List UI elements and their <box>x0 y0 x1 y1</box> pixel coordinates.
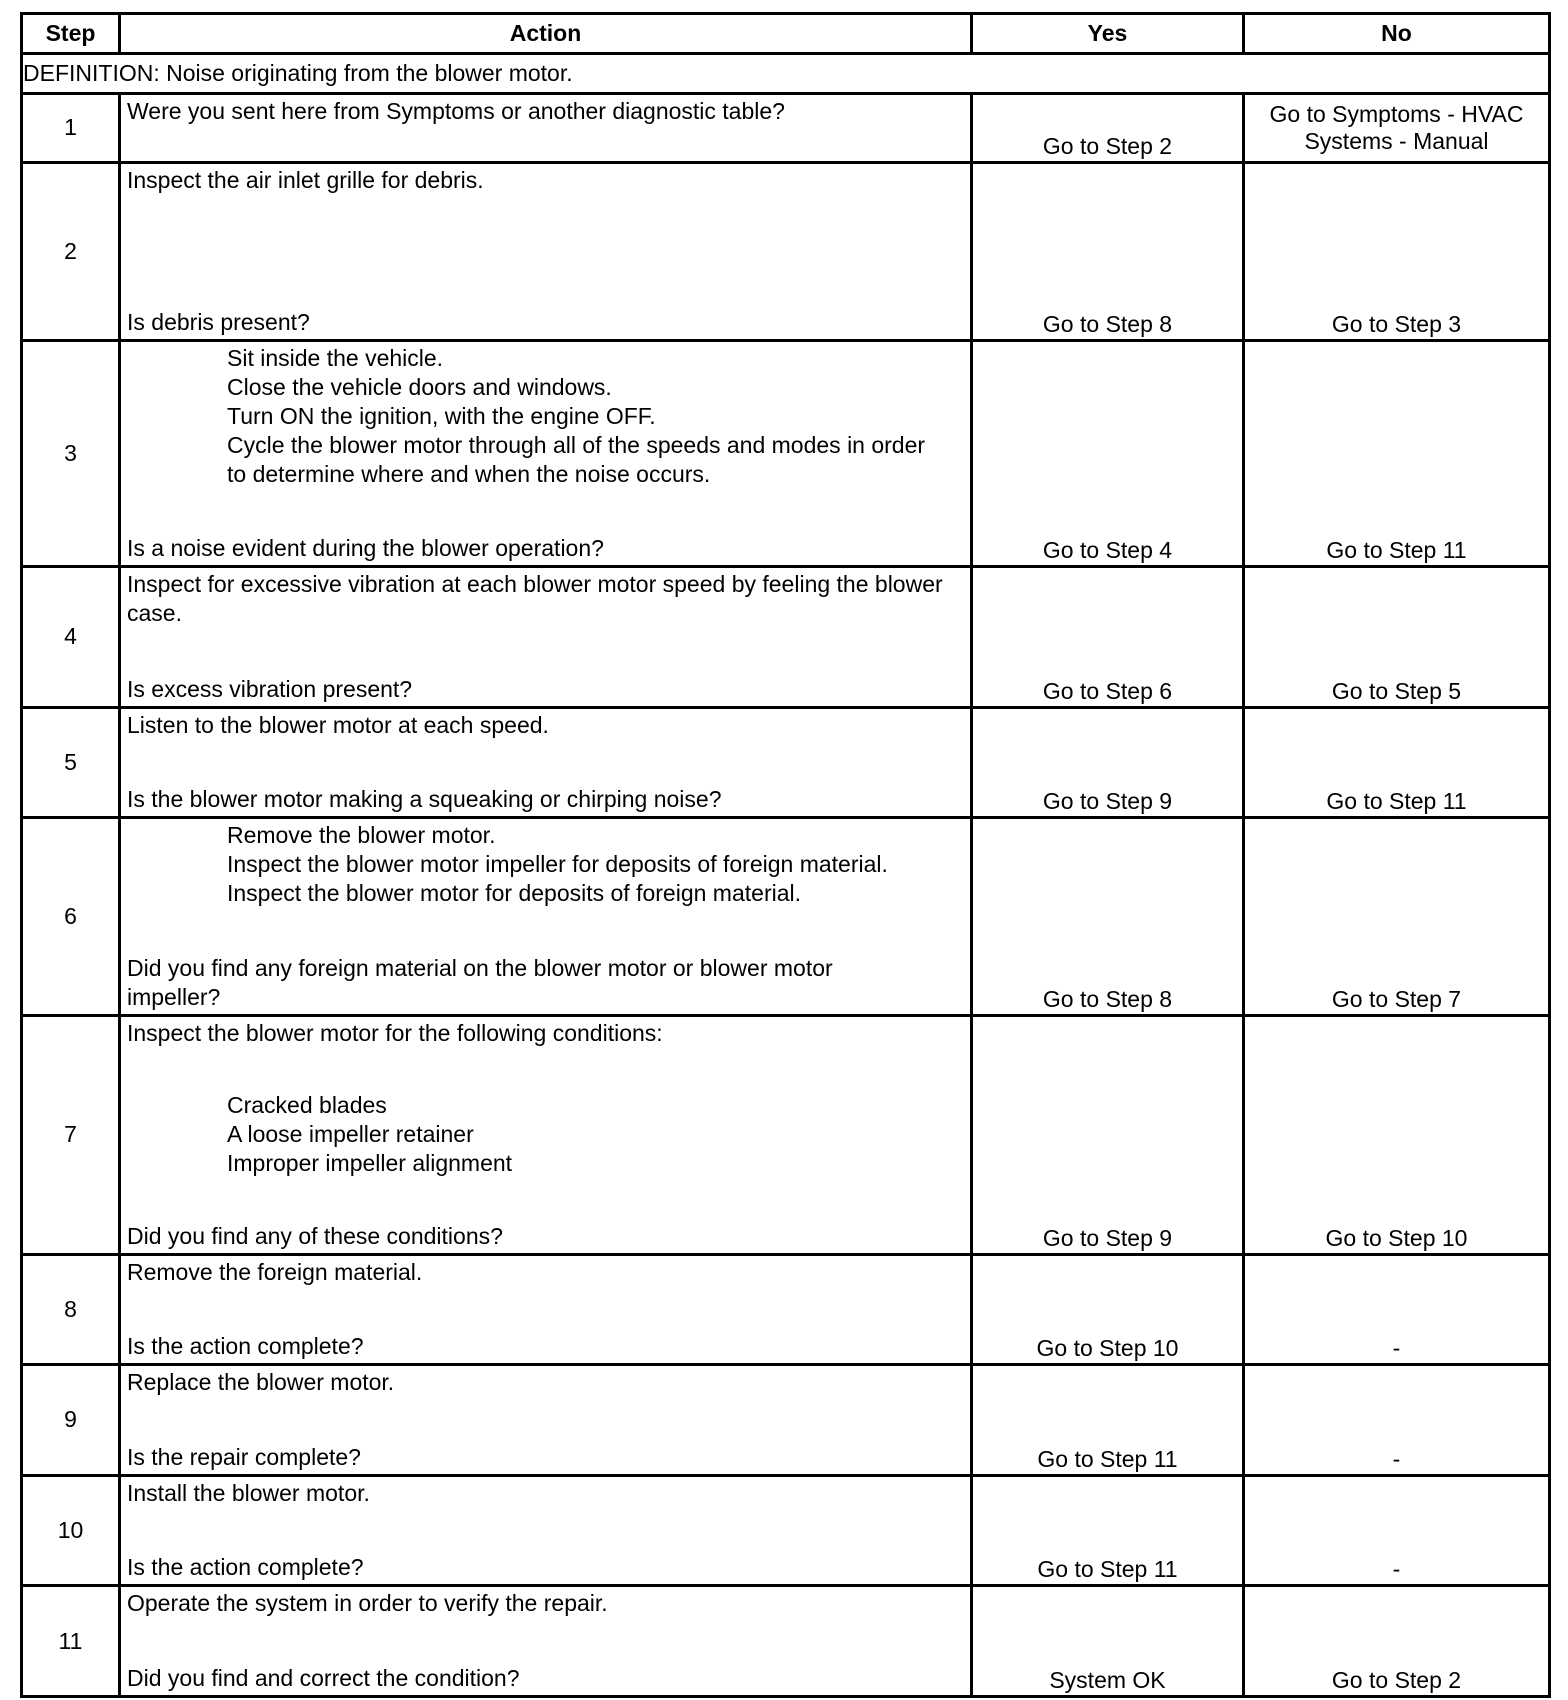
action-cell <box>120 707 972 818</box>
action-instruction: Inspect the blower motor for deposits of foreign material. <box>227 880 802 907</box>
no-cell: Go to Step 11 <box>1244 340 1550 566</box>
action-question: Is the action complete? <box>127 1333 364 1360</box>
action-question: Is debris present? <box>127 308 310 335</box>
action-cell <box>120 94 972 162</box>
yes-cell: Go to Step 11 <box>972 1475 1244 1586</box>
step-number: 7 <box>22 1016 120 1254</box>
step-number: 4 <box>22 566 120 707</box>
step-number: 6 <box>22 818 120 1016</box>
condition-item: A loose impeller retainer <box>227 1121 474 1148</box>
action-instruction: Remove the foreign material. <box>127 1258 423 1285</box>
no-cell: Go to Symptoms - HVAC Systems - Manual <box>1244 94 1550 162</box>
step-number: 11 <box>22 1586 120 1697</box>
action-instruction: Remove the blower motor. <box>227 822 496 849</box>
table-row <box>22 1254 1550 1365</box>
table-row <box>22 162 1550 340</box>
action-question: Did you find any foreign material on the blower motor or blower motor impeller? <box>127 955 833 1011</box>
action-cell <box>120 1475 972 1586</box>
no-cell: Go to Step 11 <box>1244 707 1550 818</box>
action-instruction: Inspect the blower motor for the following conditions: <box>127 1020 663 1047</box>
step-number: 10 <box>22 1475 120 1586</box>
action-instruction: Replace the blower motor. <box>127 1369 395 1396</box>
step-number: 1 <box>22 94 120 162</box>
definition-row <box>22 54 1550 94</box>
action-question: Is a noise evident during the blower operation? <box>127 534 604 561</box>
action-question: Did you find and correct the condition? <box>127 1665 520 1691</box>
no-cell: Go to Step 10 <box>1244 1016 1550 1254</box>
yes-cell: Go to Step 6 <box>972 566 1244 707</box>
no-cell: - <box>1244 1475 1550 1586</box>
yes-cell: Go to Step 2 <box>972 94 1244 162</box>
header-row <box>22 14 1550 54</box>
action-question: Is the action complete? <box>127 1554 364 1581</box>
step-number: 8 <box>22 1254 120 1365</box>
action-instruction: Inspect the blower motor impeller for deposits of foreign material. <box>227 851 888 878</box>
table-row <box>22 818 1550 1016</box>
action-cell <box>120 162 972 340</box>
step-number: 2 <box>22 162 120 340</box>
action-instruction: Install the blower motor. <box>127 1479 370 1506</box>
action-cell <box>120 1365 972 1476</box>
action-instruction: Inspect for excessive vibration at each blower motor speed by feeling the blower case. <box>127 570 943 626</box>
action-question: Is the blower motor making a squeaking or chirping noise? <box>127 786 722 813</box>
diagnostic-table <box>20 12 1551 1698</box>
action-instruction: Sit inside the vehicle. <box>227 344 444 371</box>
step-number: 3 <box>22 340 120 566</box>
action-cell <box>120 1254 972 1365</box>
action-instruction: Listen to the blower motor at each speed. <box>127 711 549 738</box>
table-row <box>22 340 1550 566</box>
action-cell <box>120 340 972 566</box>
action-instruction: Close the vehicle doors and windows. <box>227 373 612 400</box>
yes-cell: Go to Step 10 <box>972 1254 1244 1365</box>
step-number: 5 <box>22 707 120 818</box>
definition-text: DEFINITION: Noise originating from the blower motor. <box>22 54 1550 94</box>
no-cell: Go to Step 3 <box>1244 162 1550 340</box>
yes-cell: Go to Step 4 <box>972 340 1244 566</box>
action-instruction: Cycle the blower motor through all of the speeds and modes in order to determine where and when the noise occurs. <box>227 431 926 487</box>
action-cell <box>120 566 972 707</box>
action-instruction: Inspect the air inlet grille for debris. <box>127 166 484 193</box>
no-cell: - <box>1244 1365 1550 1476</box>
table-row <box>22 1475 1550 1586</box>
table-row <box>22 707 1550 818</box>
no-cell: Go to Step 5 <box>1244 566 1550 707</box>
table-row <box>22 1365 1550 1476</box>
condition-item: Cracked blades <box>227 1092 387 1119</box>
action-instruction: Turn ON the ignition, with the engine OFF. <box>227 402 656 429</box>
yes-cell: Go to Step 8 <box>972 818 1244 1016</box>
action-instruction: Operate the system in order to verify the repair. <box>127 1590 608 1617</box>
action-question: Is the repair complete? <box>127 1443 361 1470</box>
yes-cell: Go to Step 8 <box>972 162 1244 340</box>
yes-cell: System OK <box>972 1586 1244 1697</box>
action-question: Did you find any of these conditions? <box>127 1222 503 1249</box>
table-row <box>22 1586 1550 1697</box>
header-yes: Yes <box>972 14 1244 54</box>
yes-cell: Go to Step 11 <box>972 1365 1244 1476</box>
action-cell <box>120 818 972 1016</box>
condition-item: Improper impeller alignment <box>227 1150 513 1177</box>
action-cell <box>120 1586 972 1697</box>
no-cell: - <box>1244 1254 1550 1365</box>
action-cell <box>120 1016 972 1254</box>
header-step: Step <box>22 14 120 54</box>
header-action: Action <box>120 14 972 54</box>
table-row <box>22 566 1550 707</box>
no-cell: Go to Step 2 <box>1244 1586 1550 1697</box>
table-row <box>22 94 1550 162</box>
step-number: 9 <box>22 1365 120 1476</box>
action-question: Is excess vibration present? <box>127 675 413 702</box>
yes-cell: Go to Step 9 <box>972 707 1244 818</box>
header-no: No <box>1244 14 1550 54</box>
action-question: Were you sent here from Symptoms or another diagnostic table? <box>127 98 785 125</box>
table-row <box>22 1016 1550 1254</box>
yes-cell: Go to Step 9 <box>972 1016 1244 1254</box>
no-cell: Go to Step 7 <box>1244 818 1550 1016</box>
